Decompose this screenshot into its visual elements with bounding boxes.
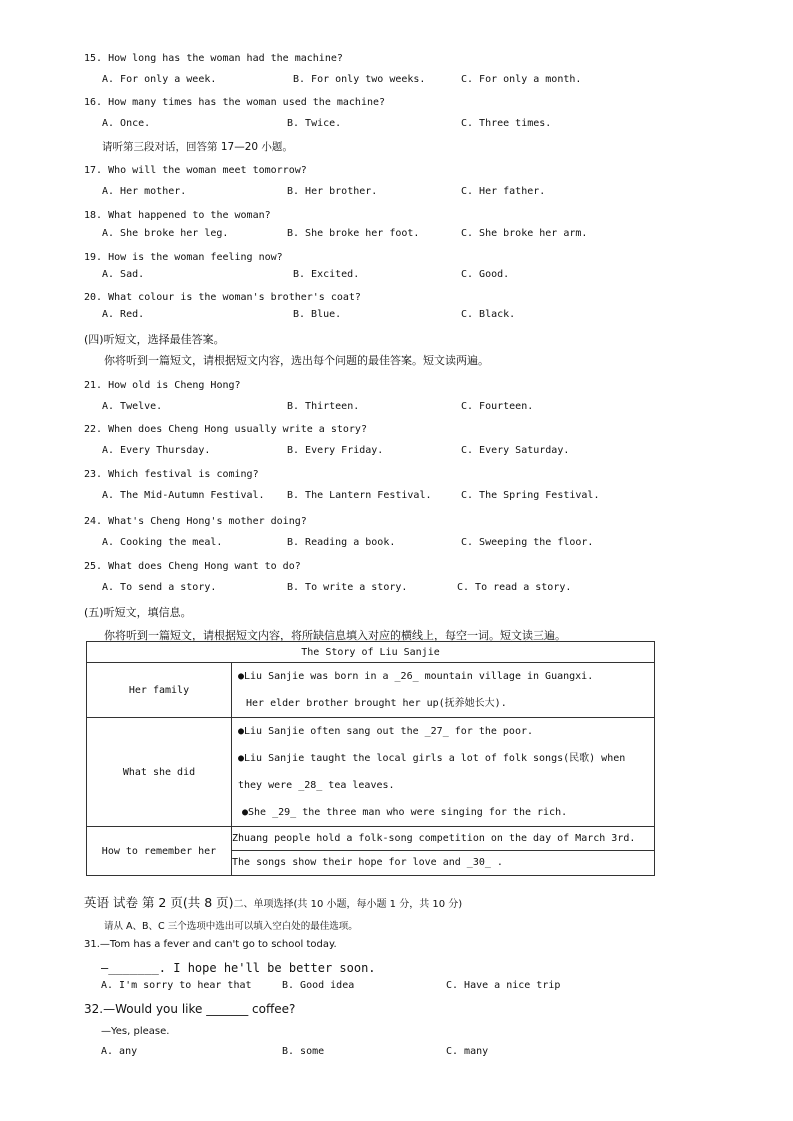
dialogue-3-instruction: 请听第三段对话，回答第 17—20 小题。 [102,141,293,153]
option-23b: B. The Lantern Festival. [287,490,432,501]
question-20: 20. What colour is the woman's brother's coat? [84,292,361,303]
option-17c: C. Her father. [461,186,546,197]
option-15b: B. For only two weeks. [293,74,426,85]
option-25c: C. To read a story. [457,582,572,593]
option-20c: C. Black. [461,309,516,320]
option-17a: A. Her mother. [102,186,187,197]
option-19b: B. Excited. [293,269,360,280]
deeds-line-2: ●Liu Sanjie taught the local girls a lot of folk songs(民歌) when [238,753,626,764]
family-line-2: Her elder brother brought her up(抚养她长大). [246,698,507,709]
option-31a: A. I'm sorry to hear that [101,980,252,991]
option-32c: C. many [446,1046,489,1057]
table-row [87,663,655,718]
deeds-line-3: they were _28_ tea leaves. [238,780,395,791]
option-21a: A. Twelve. [102,401,163,412]
part4-heading: (四)听短文，选择最佳答案。 [84,333,225,346]
part6-instruction: 请从 A、B、C 三个选项中选出可以填入空白处的最佳选项。 [104,921,358,932]
option-17b: B. Her brother. [287,186,378,197]
option-20b: B. Blue. [293,309,342,320]
option-16a: A. Once. [102,118,151,129]
option-23a: A. The Mid-Autumn Festival. [102,490,265,501]
option-24a: A. Cooking the meal. [102,537,223,548]
question-15: 15. How long has the woman had the machine? [84,53,343,64]
deeds-line-1: ●Liu Sanjie often sang out the _27_ for the poor. [238,726,534,737]
option-16c: C. Three times. [461,118,552,129]
question-18: 18. What happened to the woman? [84,210,271,221]
table-row [87,718,655,827]
option-20a: A. Red. [102,309,145,320]
option-19a: A. Sad. [102,269,145,280]
option-32b: B. some [282,1046,325,1057]
option-19c: C. Good. [461,269,510,280]
remember-line-1: Zhuang people hold a folk-song competition on the day of March 3rd. [232,827,654,851]
question-25: 25. What does Cheng Hong want to do? [84,561,301,572]
deeds-line-4: ●She _29_ the three man who were singing for the rich. [242,807,568,818]
question-31-reply: —_______. I hope he'll be better soon. [101,961,376,975]
question-23: 23. Which festival is coming? [84,469,259,480]
option-31b: B. Good idea [282,980,355,991]
row-label-deeds: What she did [87,718,232,827]
question-32: 32.—Would you like _______ coffee? [84,1002,296,1016]
row-label-remember: How to remember her [87,827,232,876]
option-31c: C. Have a nice trip [446,980,561,991]
option-15a: A. For only a week. [102,74,217,85]
option-18c: C. She broke her arm. [461,228,588,239]
part4-instruction: 你将听到一篇短文，请根据短文内容，选出每个问题的最佳答案。短文读两遍。 [104,354,489,367]
question-19: 19. How is the woman feeling now? [84,252,283,263]
option-18a: A. She broke her leg. [102,228,229,239]
question-31: 31.—Tom has a fever and can't go to school today. [84,939,337,950]
family-line-1: ●Liu Sanjie was born in a _26_ mountain village in Guangxi. [238,671,594,682]
row-label-family: Her family [87,663,232,718]
question-16: 16. How many times has the woman used the machine? [84,97,386,108]
remember-line-2: The songs show their hope for love and _30_ . [232,857,503,868]
page-number: 英语 试卷 第 2 页(共 8 页) [84,895,234,910]
option-24b: B. Reading a book. [287,537,396,548]
option-16b: B. Twice. [287,118,342,129]
option-22a: A. Every Thursday. [102,445,211,456]
option-24c: C. Sweeping the floor. [461,537,594,548]
option-21b: B. Thirteen. [287,401,360,412]
info-table [86,641,655,876]
question-32-reply: —Yes, please. [101,1026,170,1037]
option-21c: C. Fourteen. [461,401,534,412]
table-row [87,827,655,876]
question-22: 22. When does Cheng Hong usually write a story? [84,424,367,435]
table-title-row [87,642,655,663]
option-22b: B. Every Friday. [287,445,384,456]
question-21: 21. How old is Cheng Hong? [84,380,241,391]
part5-heading: (五)听短文，填信息。 [84,606,192,619]
section-title: 二、单项选择(共 10 小题，每小题 1 分，共 10 分) [233,899,463,910]
option-23c: C. The Spring Festival. [461,490,600,501]
option-22c: C. Every Saturday. [461,445,570,456]
option-32a: A. any [101,1046,138,1057]
question-24: 24. What's Cheng Hong's mother doing? [84,516,307,527]
option-25a: A. To send a story. [102,582,217,593]
footer-line [84,893,462,912]
question-17: 17. Who will the woman meet tomorrow? [84,165,307,176]
table-title: The Story of Liu Sanjie [87,642,655,663]
option-18b: B. She broke her foot. [287,228,420,239]
part5-instruction: 你将听到一篇短文，请根据短文内容，将所缺信息填入对应的横线上，每空一词。短文读三遍。 [104,629,566,642]
option-15c: C. For only a month. [461,74,582,85]
option-25b: B. To write a story. [287,582,408,593]
